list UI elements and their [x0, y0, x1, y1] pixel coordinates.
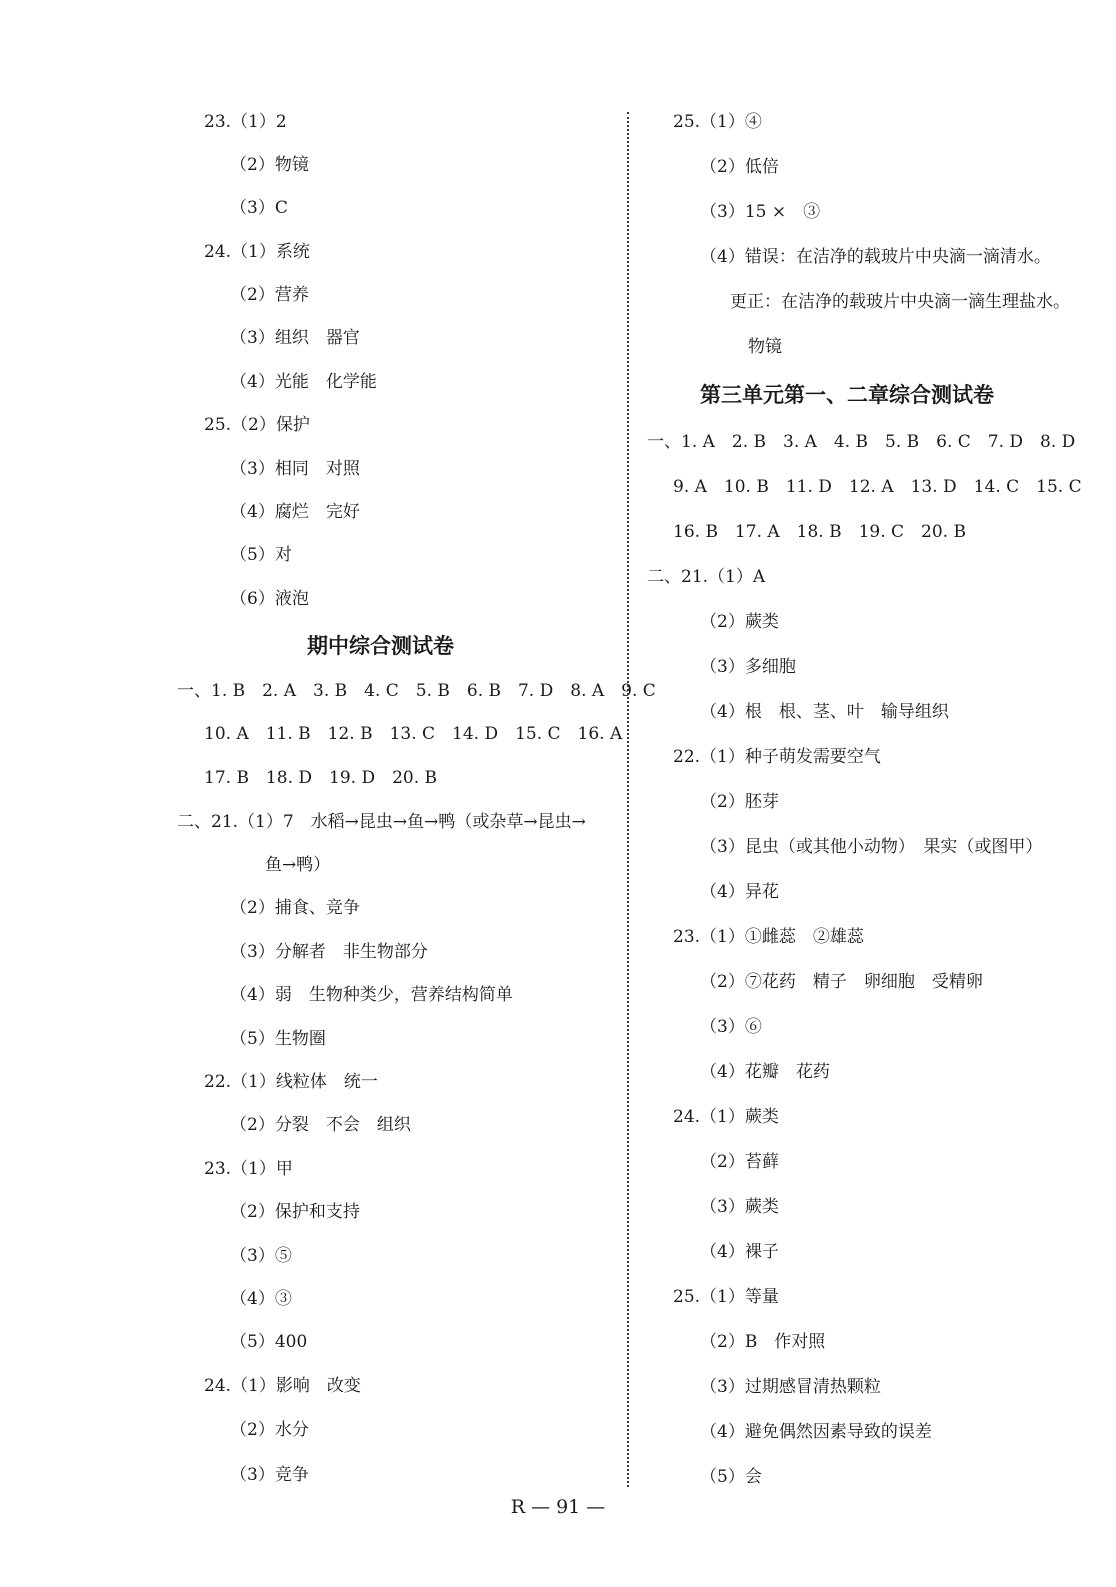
answer-line: 9. A 10. B 11. D 12. A 13. D 14. C 15. C [673, 477, 1082, 497]
column-divider [627, 112, 629, 1487]
answer-line: 23.（1）甲 [204, 1159, 293, 1179]
answer-line: 23.（1）①雌蕊 ②雄蕊 [673, 927, 864, 947]
answer-line: （3）⑤ [230, 1246, 292, 1266]
answer-line: （4）异花 [700, 882, 779, 902]
answer-line: （4）腐烂 完好 [230, 502, 360, 522]
answer-line: （2）蕨类 [700, 612, 779, 632]
answer-line: （3）分解者 非生物部分 [230, 942, 428, 962]
answer-line: （5）会 [700, 1467, 762, 1487]
answer-line: （2）保护和支持 [230, 1202, 360, 1222]
answer-line: （4）光能 化学能 [230, 372, 377, 392]
answer-line: （6）液泡 [230, 589, 309, 609]
answer-line: （4）避免偶然因素导致的误差 [700, 1422, 932, 1442]
answer-line: （2）苔藓 [700, 1152, 779, 1172]
answer-line: （2）营养 [230, 285, 309, 305]
answer-line: （4）根 根、茎、叶 输导组织 [700, 702, 949, 722]
answer-line: 16. B 17. A 18. B 19. C 20. B [673, 522, 966, 542]
answer-line: 鱼→鸭） [265, 855, 331, 875]
answer-line: （2）捕食、竞争 [230, 898, 360, 918]
answer-line: 二、21.（1）A [647, 567, 766, 587]
answer-line: （4）弱 生物种类少，营养结构简单 [230, 985, 513, 1005]
answer-line: 25.（1）④ [673, 112, 762, 132]
answer-line: （2）⑦花药 精子 卵细胞 受精卵 [700, 972, 983, 992]
answer-line: （3）竞争 [230, 1465, 309, 1485]
answer-line: 10. A 11. B 12. B 13. C 14. D 15. C 16. A [204, 724, 623, 744]
section-title: 第三单元第一、二章综合测试卷 [700, 383, 994, 407]
answer-line: 22.（1）线粒体 统一 [204, 1072, 378, 1092]
answer-line: 24.（1）系统 [204, 242, 310, 262]
answer-line: 二、21.（1）7 水稻→昆虫→鱼→鸭（或杂草→昆虫→ [177, 812, 586, 832]
answer-line: （3）过期感冒清热颗粒 [700, 1377, 881, 1397]
answer-line: （3）相同 对照 [230, 459, 360, 479]
answer-line: 一、1. B 2. A 3. B 4. C 5. B 6. B 7. D 8. A 9. C [177, 681, 656, 701]
answer-line: （4）花瓣 花药 [700, 1062, 830, 1082]
answer-line: （2）胚芽 [700, 792, 779, 812]
answer-line: （4）③ [230, 1289, 292, 1309]
answer-line: 24.（1）影响 改变 [204, 1376, 361, 1396]
answer-line: （5）400 [230, 1332, 308, 1352]
answer-line: （3）⑥ [700, 1017, 762, 1037]
section-title: 期中综合测试卷 [307, 634, 454, 658]
answer-line: 一、1. A 2. B 3. A 4. B 5. B 6. C 7. D 8. D [647, 432, 1076, 452]
answer-line: 25.（1）等量 [673, 1287, 779, 1307]
answer-line: （2）物镜 [230, 155, 309, 175]
answer-line: 24.（1）蕨类 [673, 1107, 779, 1127]
answer-line: （3）15 × ③ [700, 202, 821, 222]
answer-line: （3）昆虫（或其他小动物） 果实（或图甲） [700, 837, 1043, 857]
page-number: R — 91 — [510, 1496, 606, 1518]
answer-line: （3）蕨类 [700, 1197, 779, 1217]
answer-line: 23.（1）2 [204, 112, 287, 132]
answer-line: （2）水分 [230, 1420, 309, 1440]
answer-line: （3）C [230, 198, 288, 218]
answer-line: 25.（2）保护 [204, 415, 310, 435]
answer-line: （2）B 作对照 [700, 1332, 826, 1352]
answer-line: （2）分裂 不会 组织 [230, 1115, 411, 1135]
answer-line: （3）多细胞 [700, 657, 796, 677]
answer-line: （3）组织 器官 [230, 328, 360, 348]
answer-line: （5）对 [230, 545, 292, 565]
answer-line: （4）错误：在洁净的载玻片中央滴一滴清水。 [700, 247, 1051, 267]
answer-line: 22.（1）种子萌发需要空气 [673, 747, 881, 767]
answer-line: （2）低倍 [700, 157, 779, 177]
answer-line: 更正：在洁净的载玻片中央滴一滴生理盐水。 [730, 292, 1070, 312]
answer-line: 物镜 [748, 337, 782, 357]
answer-line: （5）生物圈 [230, 1029, 326, 1049]
answer-line: （4）裸子 [700, 1242, 779, 1262]
answer-line: 17. B 18. D 19. D 20. B [204, 768, 438, 788]
